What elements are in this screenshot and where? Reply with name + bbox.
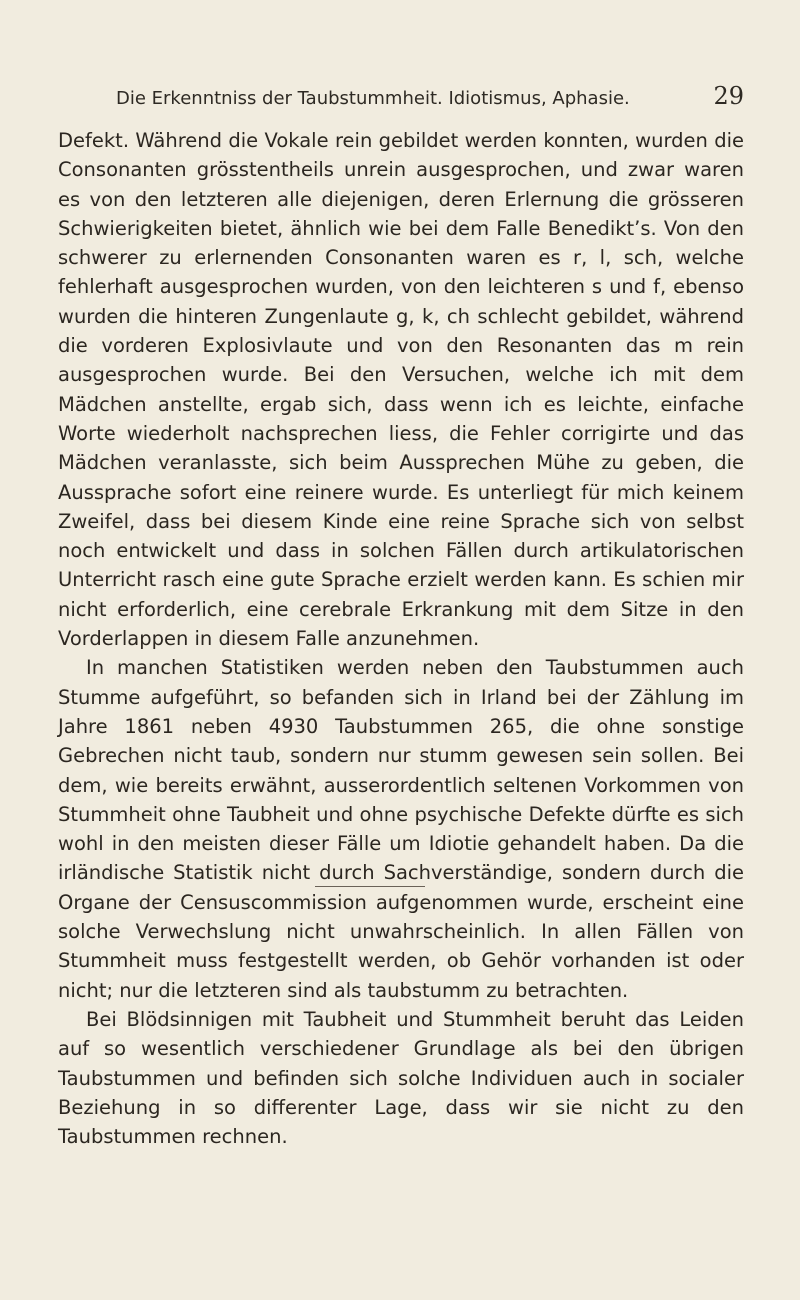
- running-head: [0, 80, 744, 112]
- body-text: [58, 126, 744, 1151]
- end-rule: [315, 886, 425, 887]
- running-title: Die Erkenntniss der Taubstummheit. Idiotismus, Aphasie.: [116, 88, 630, 109]
- paragraph-2: In manchen Statistiken werden neben den Taubstummen auch Stumme aufgeführt, so befanden sich in Irland bei der Zählung im Jahre 1861 neben 4930 Taubstummen 265, die ohne sonstige Gebrechen nicht taub, sondern nur stumm gewesen sein sollen. Bei dem, wie bereits erwähnt, ausserordentlich seltenen Vorkommen von Stummheit ohne Taubheit und ohne psychische Defekte dürfte es sich wohl in den meisten dieser Fälle um Idiotie gehandelt haben. Da die irländische Statistik nicht durch Sachverständige, sondern durch die Organe der Censuscommission aufgenommen wurde, erscheint eine solche Verwechslung nicht unwahrscheinlich. In allen Fällen von Stummheit muss festgestellt werden, ob Gehör vorhanden ist oder nicht; nur die letzteren sind als taubstumm zu betrachten.: [58, 656, 744, 1002]
- paragraph-3: Bei Blödsinnigen mit Taubheit und Stummheit beruht das Leiden auf so wesentlich verschiedener Grundlage als bei den übrigen Taubstummen und befinden sich solche Individuen auch in socialer Beziehung in so differenter Lage, dass wir sie nicht zu den Taubstummen rechnen.: [58, 1007, 744, 1149]
- paragraph-1: Defekt. Während die Vokale rein gebildet werden konnten, wurden die Consonanten grösstentheils unrein ausgesprochen, und zwar waren es von den letzteren alle diejenigen, deren Erlernung die grösseren Schwierigkeiten bietet, ähnlich wie bei dem Falle Benedikt’s. Von den schwerer zu erlernenden Consonanten waren es r, l, sch, welche fehlerhaft ausgesprochen wurden, von den leichteren s und f, ebenso wurden die hinteren Zungenlaute g, k, ch schlecht gebildet, während die vorderen Explosivlaute und von den Resonanten das m rein ausgesprochen wurde. Bei den Versuchen, welche ich mit dem Mädchen anstellte, ergab sich, dass wenn ich es leichte, einfache Worte wiederholt nachsprechen liess, die Fehler corrigirte und das Mädchen veranlasste, sich beim Aussprechen Mühe zu geben, die Aussprache sofort eine reinere wurde. Es unterliegt für mich keinem Zweifel, dass bei diesem Kinde eine reine Sprache sich von selbst noch entwickelt und dass in solchen Fällen durch artikulatorischen Unterricht rasch eine gute Sprache erzielt werden kann. Es schien mir nicht erforderlich, eine cerebrale Erkrankung mit dem Sitze in den Vorderlappen in diesem Falle anzunehmen.: [58, 129, 744, 651]
- page-number: 29: [713, 82, 744, 110]
